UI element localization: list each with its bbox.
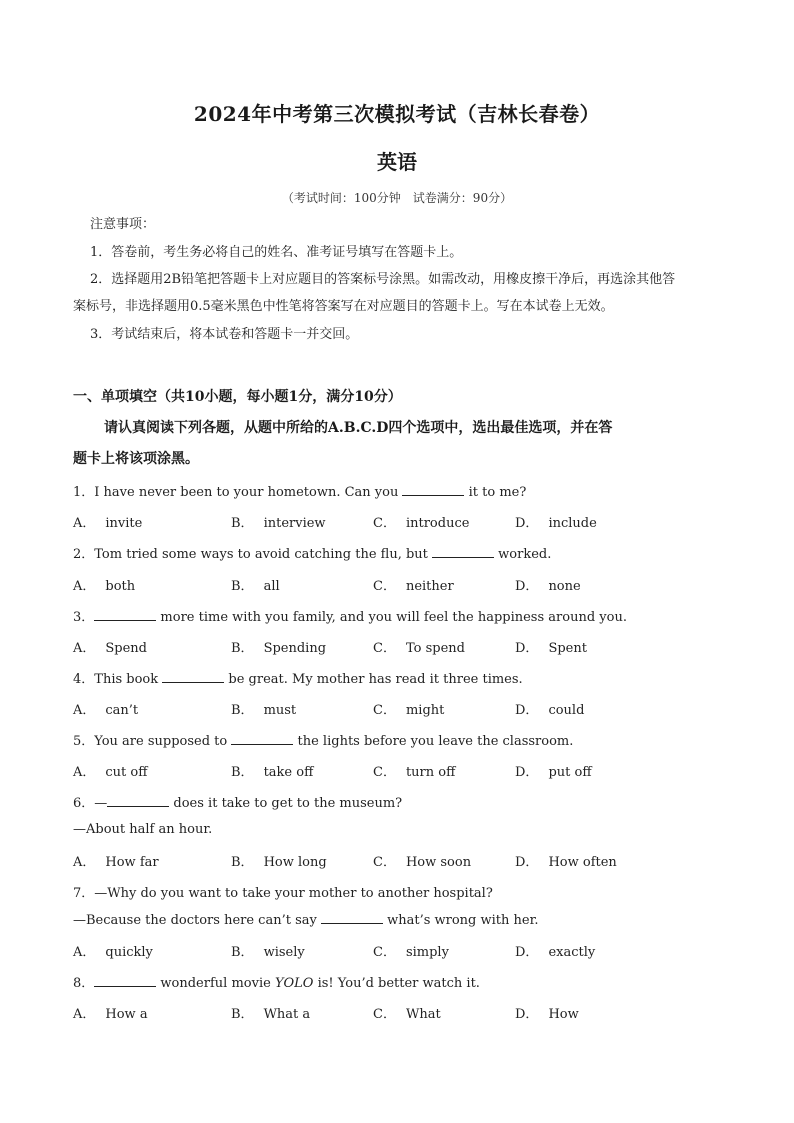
option-text: introduce (405, 516, 470, 531)
option-letter: C． (373, 516, 396, 531)
option-letter: C． (373, 855, 396, 870)
option-letter: D． (515, 703, 539, 718)
option-letter: A． (73, 516, 96, 531)
option-text: Spend (105, 641, 148, 656)
option-text: How far (105, 855, 159, 870)
notice-heading: 注意事项： (90, 217, 156, 232)
answer-blank (321, 912, 383, 924)
option-letter: B． (231, 1007, 254, 1022)
option-text: How (548, 1007, 579, 1022)
question-1 (73, 481, 526, 500)
answer-blank (231, 733, 293, 745)
section-heading: 一、单项填空（共10小题，每小题1分，满分10分） (73, 389, 402, 405)
option-text: interview (263, 516, 326, 531)
option-a[interactable] (73, 637, 147, 656)
option-letter: A． (73, 703, 96, 718)
option-text: Spent (548, 641, 587, 656)
question-3-stem-end: more time with you family, and you will feel the happiness around you. (156, 610, 627, 625)
notice-line-3: 3．考试结束后，将本试卷和答题卡一并交回。 (90, 327, 359, 342)
question-4-stem-start: 4．This book (73, 672, 163, 687)
option-c[interactable] (373, 512, 469, 531)
question-2-stem-end: worked. (494, 547, 552, 562)
option-letter: D． (515, 945, 539, 960)
option-letter: A． (73, 765, 96, 780)
option-a[interactable] (73, 699, 138, 718)
option-text: simply (405, 945, 449, 960)
option-letter: C． (373, 765, 396, 780)
option-b[interactable] (231, 761, 313, 780)
question-4 (73, 668, 523, 687)
movie-title: YOLO (274, 976, 314, 991)
question-8-stem-mid: wonderful movie (156, 976, 275, 991)
option-letter: C． (373, 641, 396, 656)
question-7: 7．—Why do you want to take your mother to another hospital? (73, 886, 493, 901)
option-text: include (548, 516, 597, 531)
option-text: Spending (263, 641, 327, 656)
question-7-options (73, 941, 733, 960)
option-text: none (548, 579, 581, 594)
option-letter: D． (515, 765, 539, 780)
option-a[interactable] (73, 512, 142, 531)
option-d[interactable] (515, 1003, 579, 1022)
option-letter: B． (231, 703, 254, 718)
option-text: What (405, 1007, 441, 1022)
option-text: wisely (263, 945, 305, 960)
exam-info: （考试时间：100分钟 试卷满分：90分） (281, 191, 513, 205)
question-2-options (73, 575, 733, 594)
option-c[interactable] (373, 575, 454, 594)
notice-line-1: 1．答卷前，考生务必将自己的姓名、准考证号填写在答题卡上。 (90, 245, 463, 260)
question-6-stem-end: does it take to get to the museum? (169, 796, 403, 811)
option-letter: A． (73, 579, 96, 594)
question-5 (73, 730, 573, 749)
option-b[interactable] (231, 941, 305, 960)
question-7-reply (73, 912, 539, 928)
option-b[interactable] (231, 1003, 310, 1022)
option-letter: D． (515, 1007, 539, 1022)
question-6-reply: —About half an hour. (73, 822, 213, 837)
option-letter: B． (231, 641, 254, 656)
option-letter: D． (515, 516, 539, 531)
question-4-options (73, 699, 733, 718)
question-5-stem-end: the lights before you leave the classroom. (293, 734, 574, 749)
option-text: To spend (405, 641, 465, 656)
option-letter: C． (373, 579, 396, 594)
option-c[interactable] (373, 1003, 441, 1022)
question-2-stem-start: 2．Tom tried some ways to avoid catching the flu, but (73, 547, 433, 562)
option-letter: A． (73, 1007, 96, 1022)
question-1-options (73, 512, 733, 531)
option-c[interactable] (373, 851, 471, 870)
question-3-stem-start: 3． (73, 610, 95, 625)
option-b[interactable] (231, 637, 326, 656)
exam-title: 2024年中考第三次模拟考试（吉林长春卷） (193, 102, 601, 126)
option-b[interactable] (231, 699, 296, 718)
option-d[interactable] (515, 851, 617, 870)
option-a[interactable] (73, 851, 159, 870)
question-2 (73, 543, 551, 562)
option-b[interactable] (231, 512, 326, 531)
option-d[interactable] (515, 575, 581, 594)
answer-blank (94, 975, 156, 987)
option-letter: D． (515, 579, 539, 594)
option-text: How soon (405, 855, 472, 870)
option-a[interactable] (73, 575, 135, 594)
option-letter: C． (373, 945, 396, 960)
option-letter: D． (515, 641, 539, 656)
option-a[interactable] (73, 941, 153, 960)
option-letter: B． (231, 516, 254, 531)
option-text: put off (548, 765, 592, 780)
option-d[interactable] (515, 761, 592, 780)
option-letter: A． (73, 855, 96, 870)
question-1-stem-end: it to me? (464, 485, 527, 500)
notice-line-2b: 案标号，非选择题用0.5毫米黑色中性笔将答案写在对应题目的答题卡上。写在本试卷上无效。 (73, 299, 614, 314)
option-text: can’t (105, 703, 139, 718)
question-6-options (73, 851, 733, 870)
option-text: turn off (405, 765, 456, 780)
option-letter: B． (231, 579, 254, 594)
option-text: cut off (105, 765, 148, 780)
question-7-stem-start: —Because the doctors here can’t say (73, 913, 321, 928)
option-d[interactable] (515, 699, 584, 718)
option-text: both (105, 579, 136, 594)
option-b[interactable] (231, 575, 280, 594)
answer-blank (402, 484, 464, 496)
option-text: invite (105, 516, 143, 531)
question-6-stem-start: 6．— (73, 796, 108, 811)
option-b[interactable] (231, 851, 327, 870)
option-c[interactable] (373, 699, 444, 718)
question-3 (73, 606, 627, 625)
question-8-stem-end: is! You’d better watch it. (313, 976, 480, 991)
question-6 (73, 792, 402, 811)
notice-line-2a: 2．选择题用2B铅笔把答题卡上对应题目的答案标号涂黑。如需改动，用橡皮擦干净后，再选涂其他答 (90, 272, 676, 287)
option-text: What a (263, 1007, 311, 1022)
question-8-options (73, 1003, 733, 1022)
section-instructions-b: 题卡上将该项涂黑。 (73, 451, 199, 467)
option-d[interactable] (515, 637, 587, 656)
question-3-options (73, 637, 733, 656)
option-text: How a (105, 1007, 148, 1022)
option-letter: A． (73, 945, 96, 960)
option-text: neither (405, 579, 454, 594)
option-c[interactable] (373, 941, 449, 960)
option-letter: B． (231, 855, 254, 870)
question-5-stem-start: 5．You are supposed to (73, 734, 232, 749)
answer-blank (94, 609, 156, 621)
option-text: quickly (105, 945, 153, 960)
option-letter: A． (73, 641, 96, 656)
option-letter: C． (373, 703, 396, 718)
option-letter: D． (515, 855, 539, 870)
option-text: How long (263, 855, 327, 870)
option-c[interactable] (373, 761, 455, 780)
option-text: must (263, 703, 297, 718)
option-a[interactable] (73, 1003, 148, 1022)
answer-blank (107, 795, 169, 807)
option-letter: C． (373, 1007, 396, 1022)
option-text: could (548, 703, 585, 718)
option-d[interactable] (515, 512, 597, 531)
question-8 (73, 972, 480, 991)
subject-title: 英语 (377, 150, 417, 174)
option-letter: B． (231, 765, 254, 780)
option-text: all (263, 579, 280, 594)
section-instructions-a: 请认真阅读下列各题，从题中所给的A.B.C.D四个选项中，选出最佳选项，并在答 (104, 420, 613, 436)
answer-blank (432, 546, 494, 558)
option-letter: B． (231, 945, 254, 960)
option-text: exactly (548, 945, 596, 960)
option-a[interactable] (73, 761, 147, 780)
option-d[interactable] (515, 941, 595, 960)
question-8-number: 8． (73, 976, 95, 991)
answer-blank (162, 671, 224, 683)
question-4-stem-end: be great. My mother has read it three times. (224, 672, 523, 687)
option-text: might (405, 703, 445, 718)
question-5-options (73, 761, 733, 780)
option-text: take off (263, 765, 314, 780)
option-c[interactable] (373, 637, 465, 656)
question-7-stem-end: what’s wrong with her. (382, 913, 539, 928)
question-1-stem-start: 1．I have never been to your hometown. Can you (73, 485, 403, 500)
option-text: How often (548, 855, 617, 870)
